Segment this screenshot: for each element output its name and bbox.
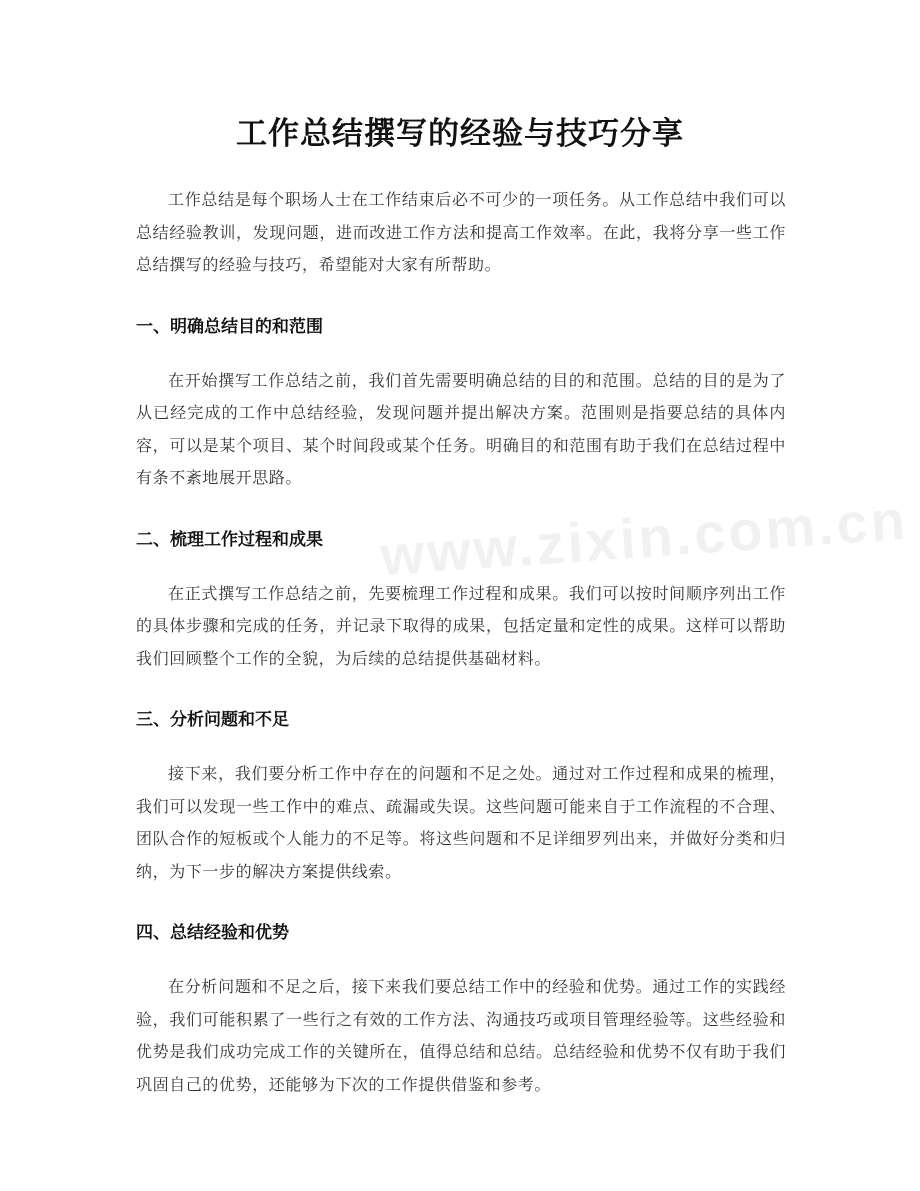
section-heading-2: 二、梳理工作过程和成果 (136, 529, 323, 550)
spacer (136, 343, 786, 365)
spacer (136, 888, 786, 917)
spacer (136, 736, 786, 758)
section-body-2: 在正式撰写工作总结之前，先要梳理工作过程和成果。我们可以按时间顺序列出工作的具体步骤和完成的任务，并记录下取得的成果，包括定量和定性的成果。这样可以帮助我们回顾整个工作的全貌，为后续的总结提供基础材料。 (136, 583, 786, 668)
spacer (136, 949, 786, 971)
spacer (136, 495, 786, 524)
section-heading-1: 一、明确总结目的和范围 (136, 316, 323, 337)
watermark: www.zixin.com.cn (378, 487, 910, 588)
document-body (136, 184, 786, 1101)
intro-paragraph: 工作总结是每个职场人士在工作结束后必不可少的一项任务。从工作总结中我们可以总结经验教训，发现问题，进而改进工作方法和提高工作效率。在此，我将分享一些工作总结撰写的经验与技巧，希望能对大家有所帮助。 (136, 190, 786, 274)
section-body-1: 在开始撰写工作总结之前，我们首先需要明确总结的目的和范围。总结的目的是为了从已经完成的工作中总结经验，发现问题并提出解决方案。范围则是指要总结的具体内容，可以是某个项目、某个时间段或某个任务。明确目的和范围有助于我们在总结过程中有条不紊地展开思路。 (136, 370, 786, 487)
section-heading-4: 四、总结经验和优势 (136, 923, 289, 943)
section-heading-3: 三、分析问题和不足 (136, 710, 289, 730)
spacer (136, 282, 786, 311)
document-title: 工作总结撰写的经验与技巧分享 (236, 116, 684, 152)
spacer (136, 556, 786, 578)
spacer (136, 675, 786, 704)
section-body-3: 接下来，我们要分析工作中存在的问题和不足之处。通过对工作过程和成果的梳理，我们可以发现一些工作中的难点、疏漏或失误。这些问题可能来自于工作流程的不合理、团队合作的短板或个人能力的不足等。将这些问题和不足详细罗列出来，并做好分类和归纳，为下一步的解决方案提供线索。 (136, 764, 786, 881)
section-body-4: 在分析问题和不足之后，接下来我们要总结工作中的经验和优势。通过工作的实践经验，我们可能积累了一些行之有效的工作方法、沟通技巧或项目管理经验等。这些经验和优势是我们成功完成工作的关键所在，值得总结和总结。总结经验和优势不仅有助于我们巩固自己的优势，还能够为下次的工作提供借鉴和参考。 (136, 977, 786, 1094)
